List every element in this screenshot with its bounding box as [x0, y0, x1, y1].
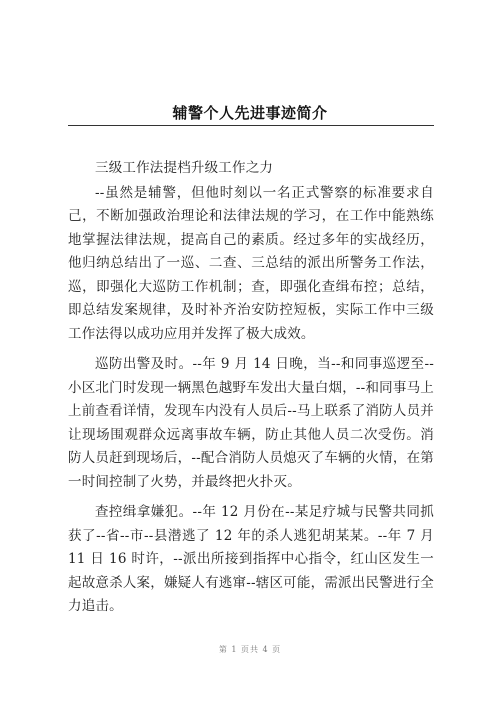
document-title: 辅警个人先进事迹简介 — [172, 104, 328, 122]
paragraph-arrest: 查控缉拿嫌犯。--年 12 月份在--某足疗城与民警共同抓获了--省--市--县潜逃了 12 年的杀人逃犯胡某某。--年 7 月 11 日 16 时许，--派出所接到指挥中心指令，红山区发生一起故意杀人案，嫌疑人有逃窜--辖区可能，需派出民警进行全力追击。 — [68, 504, 434, 614]
section-heading: 三级工作法提档升级工作之力 — [95, 160, 274, 176]
paragraph-patrol: 巡防出警及时。--年 9 月 14 日晚，当--和同事巡逻至--小区北门时发现一辆黑色越野车发出大量白烟，--和同事马上上前查看详情，发现车内没有人员后--马上联系了消防人员并让现场围观群众远离事故车辆，防止其他人员二次受伤。消防人员赶到现场后，--配合消防人员熄灭了车辆的火情，在第一时间控制了火势，并最终把火扑灭。 — [68, 356, 434, 490]
paragraph-intro: --虽然是辅警，但他时刻以一名正式警察的标准要求自己，不断加强政治理论和法律法规的学习，在工作中能熟练地掌握法律法规，提高自己的素质。经过多年的实战经历，他归纳总结出了一巡、二查、三总结的派出所警务工作法，巡，即强化大巡防工作机制；查，即强化查缉布控；总结，即总结发案规律，及时补齐治安防控短板，实际工作中三级工作法得以成功应用并发挥了极大成效。 — [68, 184, 434, 342]
page-footer: 第 1 页共 4 页 — [218, 645, 282, 654]
document-body — [68, 157, 434, 619]
title-divider — [68, 125, 434, 126]
